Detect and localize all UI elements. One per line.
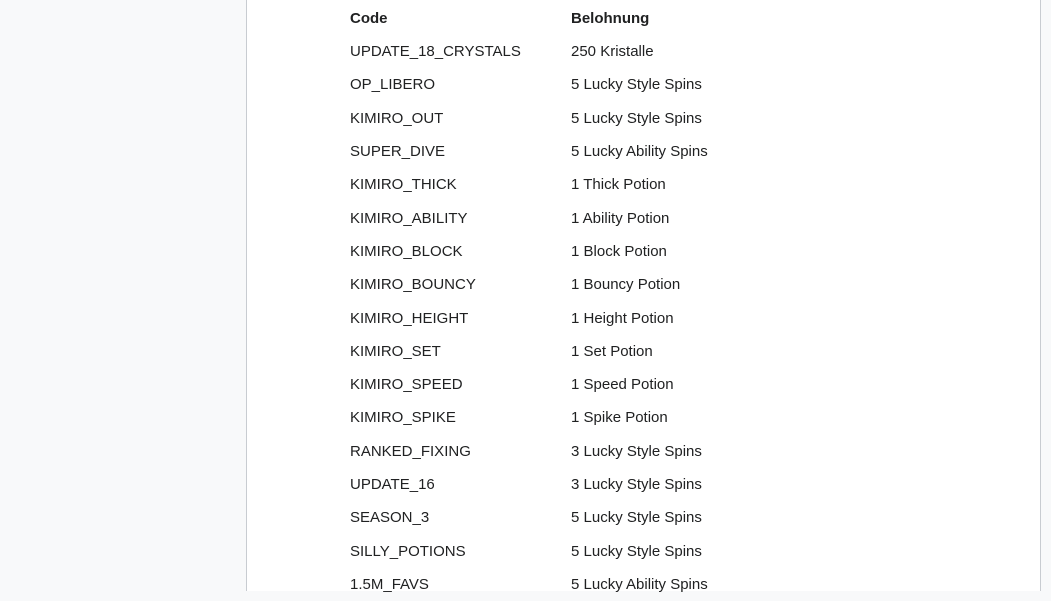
reward-cell: 5 Lucky Ability Spins xyxy=(571,143,708,161)
reward-cell: 1 Ability Potion xyxy=(571,209,670,227)
table-row xyxy=(345,501,712,534)
code-column-header: Code xyxy=(350,10,388,27)
code-cell: KIMIRO_SPIKE xyxy=(350,409,456,427)
code-cell: KIMIRO_THICK xyxy=(350,176,457,194)
code-cell: KIMIRO_BOUNCY xyxy=(350,276,476,294)
reward-cell: 1 Height Potion xyxy=(571,309,674,327)
reward-cell: 5 Lucky Style Spins xyxy=(571,509,702,527)
reward-cell: 3 Lucky Style Spins xyxy=(571,476,702,493)
code-cell: UPDATE_18_CRYSTALS xyxy=(350,43,521,61)
code-cell: UPDATE_16 xyxy=(350,476,435,493)
table-row xyxy=(345,368,712,401)
reward-cell: 1 Speed Potion xyxy=(571,376,674,394)
reward-cell: 5 Lucky Ability Spins xyxy=(571,575,708,593)
reward-cell: 1 Set Potion xyxy=(571,342,653,360)
table-row xyxy=(345,168,712,201)
table-row xyxy=(345,468,712,501)
table-header-row xyxy=(345,2,712,35)
reward-cell: 1 Block Potion xyxy=(571,242,667,260)
code-cell: KIMIRO_SPEED xyxy=(350,376,463,394)
reward-cell: 5 Lucky Style Spins xyxy=(571,542,702,560)
article-content xyxy=(246,0,1041,591)
reward-cell: 3 Lucky Style Spins xyxy=(571,442,702,460)
code-cell: OP_LIBERO xyxy=(350,76,436,94)
reward-cell: 1 Bouncy Potion xyxy=(571,276,681,294)
table-row xyxy=(345,568,712,601)
left-sidebar xyxy=(0,0,246,591)
table-row xyxy=(345,235,712,268)
code-cell: 1.5M_FAVS xyxy=(350,575,429,593)
table-row xyxy=(345,102,712,135)
table-row xyxy=(345,401,712,434)
code-cell: KIMIRO_BLOCK xyxy=(350,242,463,260)
code-cell: KIMIRO_OUT xyxy=(350,109,444,127)
code-cell: KIMIRO_HEIGHT xyxy=(350,309,469,327)
code-cell: SILLY_POTIONS xyxy=(350,542,466,560)
reward-cell: 5 Lucky Style Spins xyxy=(571,109,702,127)
codes-table xyxy=(345,2,712,601)
table-row xyxy=(345,68,712,101)
reward-cell: 5 Lucky Style Spins xyxy=(571,76,702,94)
table-row xyxy=(345,335,712,368)
table-row xyxy=(345,534,712,567)
table-row xyxy=(345,435,712,468)
code-cell: KIMIRO_SET xyxy=(350,342,441,360)
code-cell: SEASON_3 xyxy=(350,509,430,527)
reward-column-header: Belohnung xyxy=(571,10,650,27)
table-row xyxy=(345,35,712,68)
table-row xyxy=(345,135,712,168)
code-cell: KIMIRO_ABILITY xyxy=(350,209,468,227)
table-body xyxy=(345,35,712,601)
table-row xyxy=(345,201,712,234)
reward-cell: 250 Kristalle xyxy=(571,43,654,61)
reward-cell: 1 Thick Potion xyxy=(571,176,666,194)
code-cell: SUPER_DIVE xyxy=(350,143,446,161)
table-row xyxy=(345,301,712,334)
code-cell: RANKED_FIXING xyxy=(350,442,471,460)
table-row xyxy=(345,268,712,301)
reward-cell: 1 Spike Potion xyxy=(571,409,668,427)
right-gutter xyxy=(1041,0,1051,591)
